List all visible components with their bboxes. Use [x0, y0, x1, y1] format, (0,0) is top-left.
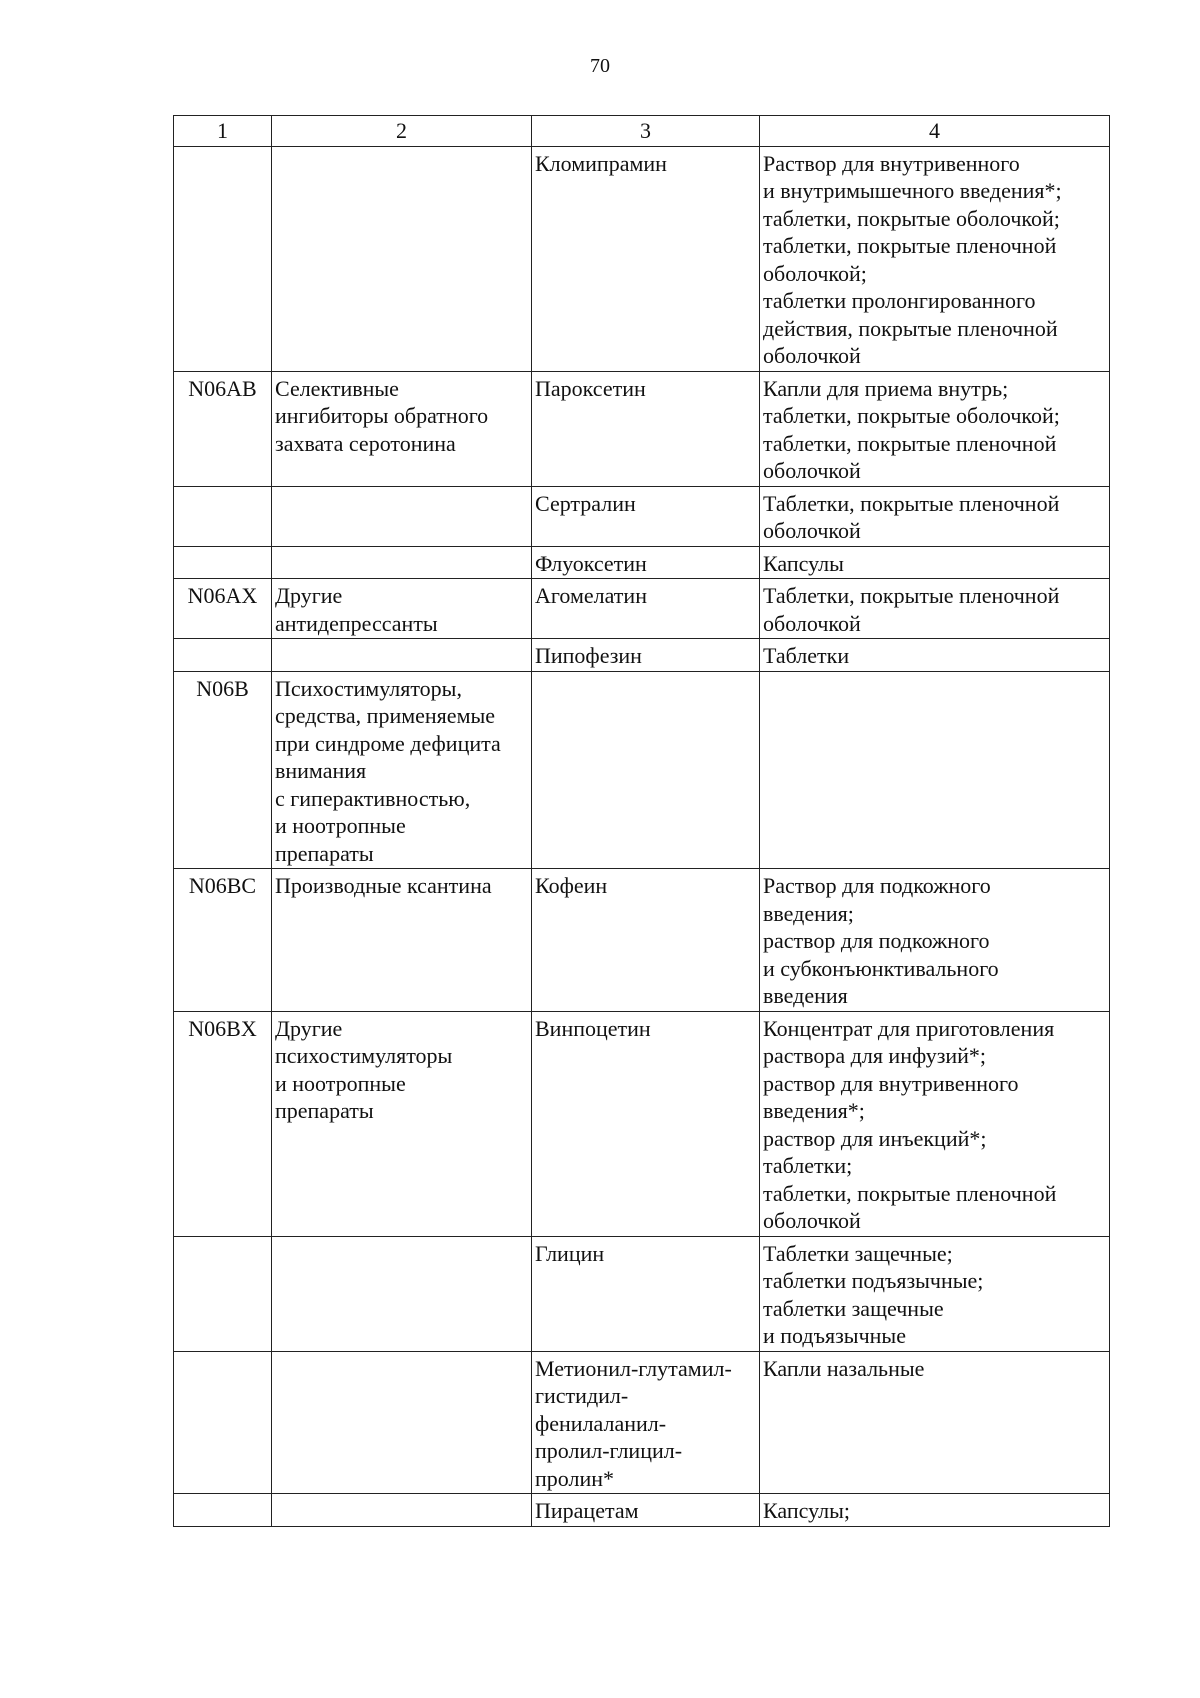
- group-name-cell: [272, 546, 532, 579]
- drug-name-cell: Кломипрамин: [532, 146, 760, 371]
- dosage-forms-cell: Раствор для внутривенного и внутримышечного введения*; таблетки, покрытые оболочкой; таблетки, покрытые пленочной оболочкой; таблетки пролонгированного действия, покрытые пленочной оболочкой: [760, 146, 1110, 371]
- group-name-cell: [272, 486, 532, 546]
- table-header-row: [174, 116, 1110, 147]
- table-row: [174, 1494, 1110, 1527]
- column-header-number: 2: [272, 116, 532, 147]
- atc-code-cell: N06AB: [174, 371, 272, 486]
- dosage-forms-cell: Концентрат для приготовления раствора для инфузий*; раствор для внутривенного введения*; раствор для инъекций*; таблетки; таблетки, покрытые пленочной оболочкой: [760, 1011, 1110, 1236]
- table-row: [174, 639, 1110, 672]
- group-name-cell: [272, 146, 532, 371]
- table-row: [174, 579, 1110, 639]
- drug-name-cell: Пипофезин: [532, 639, 760, 672]
- dosage-forms-cell: Таблетки: [760, 639, 1110, 672]
- atc-code-cell: [174, 546, 272, 579]
- drug-name-cell: Пирацетам: [532, 1494, 760, 1527]
- column-header-number: 1: [174, 116, 272, 147]
- atc-code-cell: [174, 639, 272, 672]
- group-name-cell: [272, 1236, 532, 1351]
- table-row: [174, 1351, 1110, 1494]
- atc-code-cell: [174, 1494, 272, 1527]
- drug-name-cell: Винпоцетин: [532, 1011, 760, 1236]
- table-row: [174, 869, 1110, 1012]
- dosage-forms-cell: Таблетки защечные; таблетки подъязычные; таблетки защечные и подъязычные: [760, 1236, 1110, 1351]
- atc-code-cell: [174, 1236, 272, 1351]
- drug-name-cell: Пароксетин: [532, 371, 760, 486]
- dosage-forms-cell: Капли для приема внутрь; таблетки, покрытые оболочкой; таблетки, покрытые пленочной оболочкой: [760, 371, 1110, 486]
- column-header-number: 3: [532, 116, 760, 147]
- drug-name-cell: Кофеин: [532, 869, 760, 1012]
- dosage-forms-cell: Таблетки, покрытые пленочной оболочкой: [760, 579, 1110, 639]
- table-row: [174, 486, 1110, 546]
- drug-name-cell: Флуоксетин: [532, 546, 760, 579]
- column-header-number: 4: [760, 116, 1110, 147]
- drug-name-cell: Агомелатин: [532, 579, 760, 639]
- medication-table: [173, 115, 1110, 1527]
- table-row: [174, 1011, 1110, 1236]
- table-row: [174, 1236, 1110, 1351]
- atc-code-cell: N06BC: [174, 869, 272, 1012]
- drug-name-cell: Глицин: [532, 1236, 760, 1351]
- atc-code-cell: [174, 146, 272, 371]
- table-row: [174, 146, 1110, 371]
- dosage-forms-cell: Таблетки, покрытые пленочной оболочкой: [760, 486, 1110, 546]
- table-row: [174, 671, 1110, 869]
- group-name-cell: Селективные ингибиторы обратного захвата серотонина: [272, 371, 532, 486]
- page-number: 70: [590, 55, 610, 77]
- group-name-cell: Производные ксантина: [272, 869, 532, 1012]
- group-name-cell: Другие антидепрессанты: [272, 579, 532, 639]
- atc-code-cell: N06B: [174, 671, 272, 869]
- group-name-cell: Другие психостимуляторы и ноотропные препараты: [272, 1011, 532, 1236]
- table-row: [174, 371, 1110, 486]
- dosage-forms-cell: Капсулы;: [760, 1494, 1110, 1527]
- atc-code-cell: [174, 486, 272, 546]
- drug-name-cell: Метионил-глутамил- гистидил- фенилаланил- пролил-глицил- пролин*: [532, 1351, 760, 1494]
- atc-code-cell: [174, 1351, 272, 1494]
- group-name-cell: [272, 1351, 532, 1494]
- drug-name-cell: [532, 671, 760, 869]
- dosage-forms-cell: Раствор для подкожного введения; раствор для подкожного и субконъюнктивального введения: [760, 869, 1110, 1012]
- table-row: [174, 546, 1110, 579]
- atc-code-cell: N06BX: [174, 1011, 272, 1236]
- dosage-forms-cell: Капли назальные: [760, 1351, 1110, 1494]
- dosage-forms-cell: [760, 671, 1110, 869]
- dosage-forms-cell: Капсулы: [760, 546, 1110, 579]
- group-name-cell: [272, 639, 532, 672]
- atc-code-cell: N06AX: [174, 579, 272, 639]
- drug-name-cell: Сертралин: [532, 486, 760, 546]
- group-name-cell: Психостимуляторы, средства, применяемые при синдроме дефицита внимания с гиперактивностью, и ноотропные препараты: [272, 671, 532, 869]
- group-name-cell: [272, 1494, 532, 1527]
